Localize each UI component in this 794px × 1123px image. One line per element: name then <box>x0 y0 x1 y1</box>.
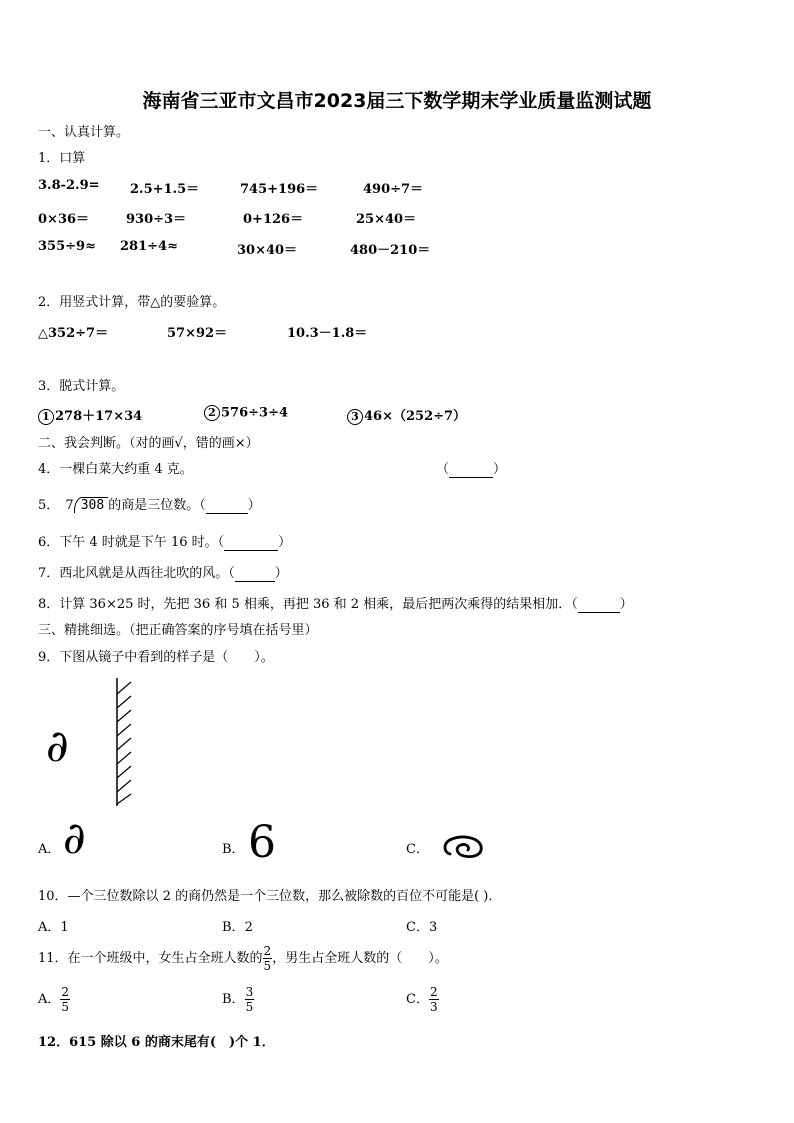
option-label: A． <box>38 920 61 935</box>
option-a[interactable] <box>38 916 69 935</box>
calc-item: 745+196＝ <box>240 182 319 197</box>
paren-close: ） <box>274 566 288 581</box>
option-b-glyph: 6 <box>248 817 276 868</box>
calc-item: 0+126＝ <box>243 212 304 227</box>
long-division <box>63 497 108 513</box>
answer-blank[interactable] <box>206 498 248 514</box>
numerator: 3 <box>245 985 254 999</box>
section-heading-2: 二、我会判断。（对的画√，错的画×） <box>38 436 259 451</box>
calc-item: 281÷4≈ <box>120 239 178 254</box>
option-b-label[interactable]: B． <box>222 842 245 857</box>
calc-item: 25×40＝ <box>356 212 417 227</box>
denominator: 5 <box>61 1000 70 1014</box>
answer-blank[interactable] <box>224 535 278 551</box>
option-a-glyph: ∂ <box>63 813 86 864</box>
calc-item: 0×36＝ <box>38 212 90 227</box>
option-b[interactable] <box>222 916 253 935</box>
option-c[interactable] <box>406 982 439 1018</box>
vertical-calc-item: 10.3－1.8＝ <box>287 326 368 341</box>
circled-number: 3 <box>347 409 363 425</box>
option-a[interactable] <box>38 982 70 1018</box>
question-12: 12．615 除以 6 的商末尾有( )个 1． <box>38 1035 275 1050</box>
answer-blank[interactable] <box>235 566 275 582</box>
option-label: B． <box>222 992 245 1007</box>
option-label: C． <box>406 920 429 935</box>
circled-number: 2 <box>204 405 220 421</box>
mirror-icon <box>110 676 140 808</box>
answer-blank[interactable] <box>449 462 493 478</box>
step-calc-item <box>38 405 142 425</box>
option-label: B． <box>222 920 245 935</box>
page-title: 海南省三亚市文昌市2023届三下数学期末学业质量监测试题 <box>142 90 652 112</box>
option-label: A． <box>38 992 61 1007</box>
calc-item: 480－210＝ <box>350 243 431 258</box>
question-text: ，男生占全班人数的（ ）。 <box>272 951 448 966</box>
fraction <box>263 944 273 973</box>
circled-number: 1 <box>38 409 54 425</box>
fraction <box>429 985 439 1014</box>
question-8 <box>38 593 633 613</box>
paren-close: ） <box>278 535 292 550</box>
question-11 <box>38 940 448 978</box>
question-2-label: 2．用竖式计算，带△的要验算。 <box>38 295 226 310</box>
option-c[interactable] <box>406 916 437 935</box>
step-calc-item <box>204 405 288 421</box>
expression: 278＋17×34 <box>55 409 143 424</box>
figure-glyph: ∂ <box>46 721 69 772</box>
option-label: C． <box>406 992 429 1007</box>
expression: 576÷3÷4 <box>221 405 289 421</box>
step-calc-item <box>347 405 466 425</box>
numerator: 2 <box>429 985 438 999</box>
question-7 <box>38 562 288 582</box>
rotated-d-glyph-icon <box>440 832 486 862</box>
option-value: 3 <box>428 920 438 935</box>
question-text: 11．在一个班级中，女生占全班人数的 <box>38 951 263 966</box>
answer-blank[interactable] <box>578 597 620 613</box>
question-text: 的商是三位数。（ <box>108 498 206 513</box>
option-c-label[interactable]: C． <box>406 842 429 857</box>
numerator: 2 <box>61 985 70 999</box>
calc-item: 2.5+1.5＝ <box>130 182 200 197</box>
calc-item: 490÷7＝ <box>363 182 424 197</box>
section-heading-3: 三、精挑细选。（把正确答案的序号填在括号里） <box>38 623 318 638</box>
denominator: 3 <box>429 1000 438 1014</box>
expression: 46×（252÷7） <box>364 409 467 424</box>
calc-item: 930÷3＝ <box>126 212 187 227</box>
fraction <box>245 985 255 1014</box>
dividend: 308 <box>74 497 108 513</box>
calc-item: 3.8-2.9= <box>38 178 100 193</box>
calc-item: 355÷9≈ <box>38 239 96 254</box>
paren-close: ） <box>619 597 633 612</box>
option-a-label[interactable]: A． <box>38 842 61 857</box>
question-5 <box>38 494 261 514</box>
denominator: 5 <box>245 1000 254 1014</box>
answer-paren <box>436 458 506 478</box>
option-value: 2 <box>244 920 253 935</box>
question-9: 9．下图从镜子中看到的样子是（ ）。 <box>38 650 274 665</box>
question-text: 7．西北风就是从西往北吹的风。（ <box>38 566 235 581</box>
question-text: 6．下午 4 时就是下午 16 时。（ <box>38 535 225 550</box>
paren-close: ） <box>247 498 261 513</box>
question-10: 10．—个三位数除以 2 的商仍然是一个三位数，那么被除数的百位不可能是( )． <box>38 889 502 904</box>
calc-item: 30×40＝ <box>237 243 298 258</box>
question-1-label: 1．口算 <box>38 151 86 166</box>
fraction <box>60 985 70 1014</box>
question-4: 4．一棵白菜大约重 4 克。 <box>38 462 193 477</box>
divisor: 7 <box>65 498 74 513</box>
paren-close: ） <box>493 462 507 477</box>
vertical-calc-item: 57×92＝ <box>167 326 228 341</box>
question-3-label: 3．脱式计算。 <box>38 379 125 394</box>
section-heading-1: 一、认真计算。 <box>38 125 130 140</box>
numerator: 2 <box>263 944 272 958</box>
option-b[interactable] <box>222 982 254 1018</box>
paren-open: （ <box>436 462 450 477</box>
question-6 <box>38 531 291 551</box>
denominator: 5 <box>263 959 272 973</box>
question-number: 5． <box>38 498 60 513</box>
option-value: 1 <box>60 920 69 935</box>
question-text: 8．计算 36×25 时，先把 36 和 5 相乘，再把 36 和 2 相乘，最后把两次乘得的结果相加．（ <box>38 597 578 612</box>
vertical-calc-item: △352÷7＝ <box>38 326 109 341</box>
